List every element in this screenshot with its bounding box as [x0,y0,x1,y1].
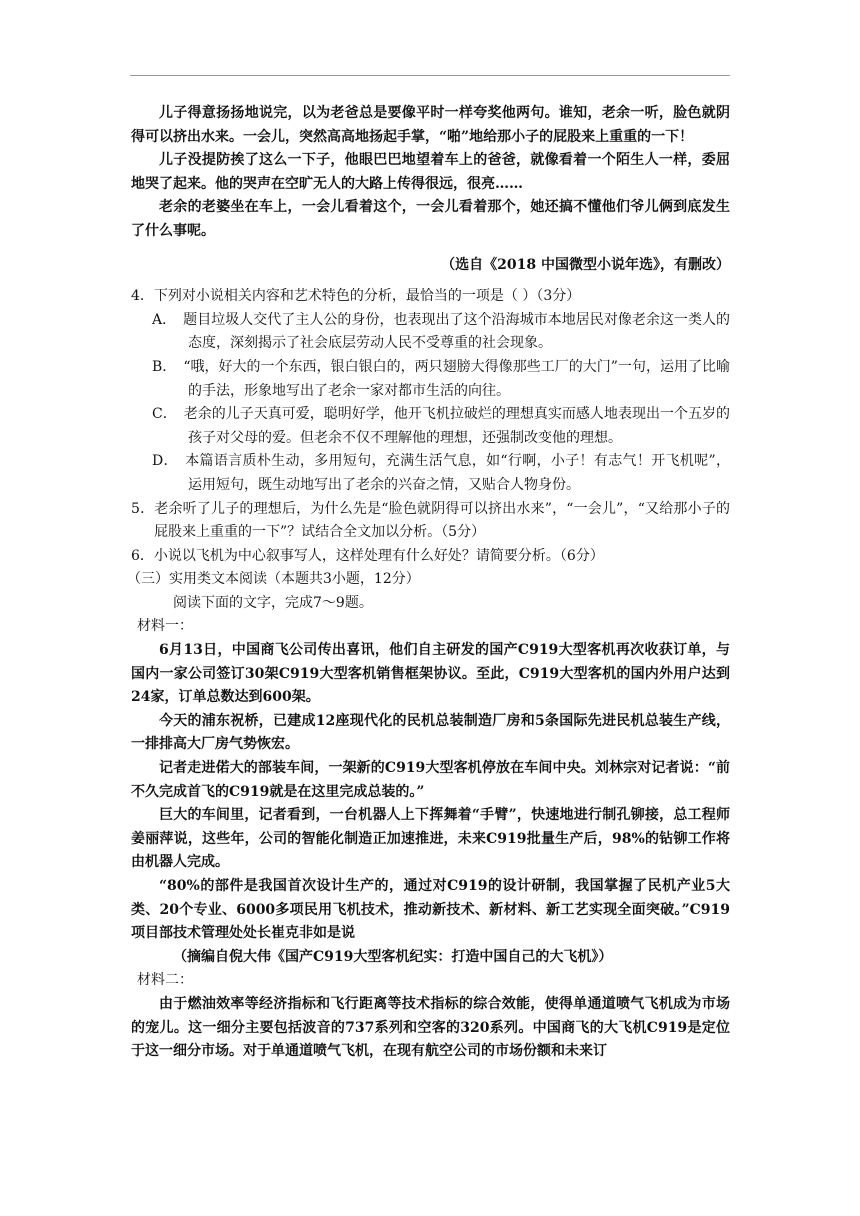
question-4-stem: 4．下列对小说相关内容和艺术特色的分析，最恰当的一项是（ ）（3分） [131,288,581,305]
question-4-option-b: B． “哦，好大的一个东西，银白银白的，两只翅膀大得像那些工厂的大门”一句，运用了比喻的手法，形象地写出了老余一家对都市生活的向往。 [152,358,730,399]
section-heading: （三）实用类文本阅读（本题共3小题，12分） [127,571,420,588]
material-1-paragraph: 今天的浦东祝桥，已建成12座现代化的民机总装制造厂房和5条国际先进民机总装生产线，一排排高大厂房气势恢宏。 [131,712,730,753]
question-4-option-a: A． 题目垃圾人交代了主人公的身份，也表现出了这个沿海城市本地居民对像老余这一类人的态度，深刻揭示了社会底层劳动人民不受尊重的社会现象。 [152,311,730,352]
material-1-source: （摘编自倪大伟《国产C919大型客机纪实：打造中国自己的大飞机》） [173,948,613,965]
material-2-paragraph: 由于燃油效率等经济指标和飞行距离等技术指标的综合效能，使得单通道喷气飞机成为市场的宠儿。这一细分主要包括波音的737系列和空客的320系列。中国商飞的大飞机C919是定位于这一细分市场。对于单通道喷气飞机，在现有航空公司的市场份额和未来订 [131,995,730,1060]
story-paragraph: 儿子得意扬扬地说完，以为老爸总是要像平时一样夸奖他两句。谁知，老余一听，脸色就阴得可以挤出水来。一会儿，突然高高地扬起手掌，“啪”地给那小子的屁股来上重重的一下！ [131,105,730,145]
document-page [127,102,730,1064]
material-1-paragraph: 巨大的车间里，记者看到，一台机器人上下挥舞着“手臂”，快速地进行制孔铆接，总工程师姜丽萍说，这些年，公司的智能化制造正加速推进，未来C919批量生产后，98%的钻铆工作将由机器人完成。 [131,807,730,871]
material-1-paragraph: 记者走进偌大的部装车间，一架新的C919大型客机停放在车间中央。刘林宗对记者说：“前不久完成首飞的C919就是在这里完成总装的。” [131,760,730,800]
story-paragraph: 儿子没提防挨了这么一下子，他眼巴巴地望着车上的爸爸，就像看着一个陌生人一样，委屈地哭了起来。他的哭声在空旷无人的大路上传得很远，很亮…… [131,152,730,192]
material-1-paragraph: “80%的部件是我国首次设计生产的，通过对C919的设计研制，我国掌握了民机产业5大类、20个专业、6000多项民用飞机技术，推动新技术、新材料、新工艺实现全面突破。”C919项目部技术管理处处长崔克非如是说 [131,878,730,942]
material-2-label: 材料二： [137,972,193,989]
question-5: 5．老余听了儿子的理想后，为什么先是“脸色就阴得可以挤出水来”，“一会儿”，“又给那小子的屁股来上重重的一下”？试结合全文加以分析。（5分） [131,500,730,541]
question-4-option-c: C． 老余的儿子天真可爱，聪明好学，他开飞机拉破烂的理想真实而感人地表现出一个五岁的孩子对父母的爱。但老余不仅不理解他的理想，还强制改变他的理想。 [152,406,730,446]
question-6: 6．小说以飞机为中心叙事写人，这样处理有什么好处？请简要分析。（6分） [131,547,604,564]
material-1-label: 材料一： [137,618,193,635]
question-4-option-d: D． 本篇语言质朴生动，多用短句，充满生活气息，如“行啊，小子！有志气！开飞机呢”，运用短句，既生动地写出了老余的兴奋之情，又贴合人物身份。 [152,453,730,493]
material-1-paragraph: 6月13日，中国商飞公司传出喜讯，他们自主研发的国产C919大型客机再次收获订单，与国内一家公司签订30架C919大型客机销售框架协议。至此，C919大型客机的国内外用户达到24家，订单总数达到600架。 [131,642,730,706]
story-source: （选自《2018 中国微型小说年选》，有删改） [441,256,730,273]
header-rule [130,75,730,76]
story-paragraph: 老余的老婆坐在车上，一会儿看着这个，一会儿看着那个，她还搞不懂他们爷儿俩到底发生了什么事呢。 [131,199,730,239]
section-instruction: 阅读下面的文字，完成7～9题。 [173,594,373,611]
